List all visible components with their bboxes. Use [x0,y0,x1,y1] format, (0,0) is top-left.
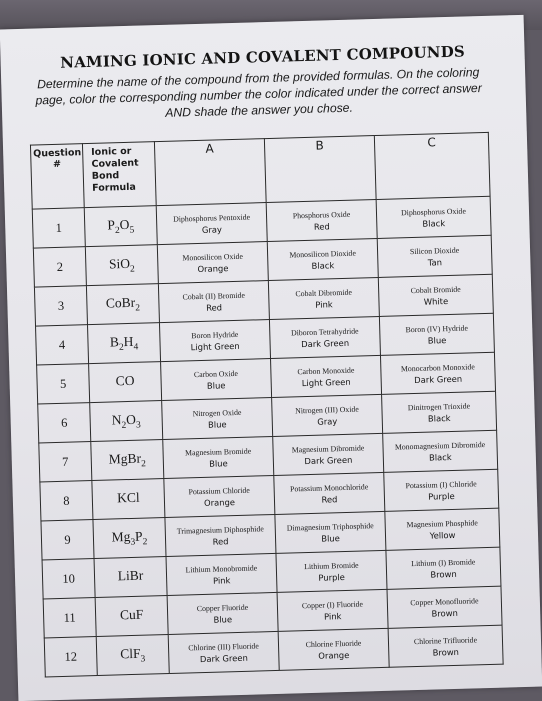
answer-color-label: Orange [167,496,272,509]
answer-color-label: Pink [280,609,385,622]
answer-color-label: Blue [170,612,275,625]
formula-element: LiBr [118,567,144,583]
answer-compound-name: Carbon Monoxide [273,365,378,378]
formula-subscript: 2 [141,459,146,469]
answer-choice-a[interactable] [164,475,275,517]
answer-color-label: Black [379,216,488,229]
worksheet-page [0,15,542,701]
answer-color-label: Light Green [163,340,268,353]
answer-color-label: Orange [281,648,386,661]
answer-compound-name: Chlorine (III) Fluoride [171,640,276,653]
answer-color-label: Black [386,450,495,463]
answer-choice-a[interactable] [167,592,278,634]
formula-subscript: 2 [115,226,120,236]
answer-choice-a[interactable] [165,514,276,556]
answer-choice-b[interactable] [276,550,387,592]
answer-choice-c[interactable] [380,352,495,394]
answer-color-label: Red [277,492,382,505]
formula-element: P [107,217,115,232]
answer-color-label: Purple [279,570,384,583]
answer-choice-b[interactable] [267,238,378,280]
formula-subscript: 3 [130,537,135,547]
answer-compound-name: Monosilicon Dioxide [270,248,375,261]
answer-color-label: Light Green [274,376,379,389]
formula-element: Mg [111,529,130,545]
answer-color-label: Gray [159,223,264,236]
formula-element: P [135,528,143,543]
answer-choice-a[interactable] [159,320,270,362]
answer-compound-name: Diboron Tetrahydride [272,326,377,339]
answer-compound-name: Lithium Bromide [279,559,384,572]
answer-choice-c[interactable] [382,391,497,433]
formula-element: N [111,412,121,427]
answer-color-label: Tan [380,255,489,268]
answer-compound-name: Monomagnesium Dibromide [385,439,494,452]
formula-element: B [110,334,119,349]
answer-color-label: Dark Green [272,337,377,350]
answer-compound-name: Dinitrogen Trioxide [384,400,493,413]
answer-color-label: Dark Green [171,651,276,664]
answer-compound-name: Diphosphorus Oxide [379,205,488,218]
answer-choice-a[interactable] [161,359,272,401]
question-number: 12 [44,636,97,676]
question-number: 1 [32,208,85,248]
answer-color-label: Blue [164,379,269,392]
answer-compound-name: Monocarbon Monoxide [383,361,492,374]
question-number: 5 [37,364,90,404]
answer-color-label: Orange [160,262,265,275]
answer-compound-name: Cobalt Bromide [381,283,490,296]
header-choice-c: C [374,132,490,199]
answer-choice-c[interactable] [388,625,503,667]
formula-subscript: 5 [129,225,134,235]
answer-choice-a[interactable] [168,631,279,673]
formula-element: CuF [120,606,144,622]
answer-color-label: Pink [271,298,376,311]
formula-subscript: 3 [140,654,145,664]
answer-color-label: Red [161,301,266,314]
formula-subscript: 4 [133,342,138,352]
answer-choice-b[interactable] [272,394,383,436]
answer-choice-c[interactable] [376,196,491,238]
answer-compound-name: Copper Monofluoride [390,595,499,608]
answer-compound-name: Magnesium Bromide [165,446,270,459]
formula-element: CO [115,372,134,388]
compound-formula [87,323,160,364]
question-number: 8 [40,481,93,521]
answer-choice-c[interactable] [385,508,500,550]
formula-element: KCl [117,489,140,505]
header-question: Question # [30,144,84,209]
compound-formula [86,284,159,325]
answer-choice-a[interactable] [163,436,274,478]
question-number: 6 [38,403,91,443]
answer-color-label: Pink [169,573,274,586]
formula-element: CoBr [106,294,136,310]
formula-element: ClF [120,645,141,661]
answer-choice-b[interactable] [268,277,379,319]
formula-subscript: 2 [135,303,140,313]
header-choice-b: B [264,136,376,203]
answer-color-label: Blue [382,333,491,346]
answer-compound-name: Chlorine Fluoride [281,637,386,650]
answer-color-label: Brown [390,606,499,619]
answer-choice-b[interactable] [273,433,384,475]
answer-compound-name: Lithium Monobromide [169,563,274,576]
answer-color-label: Brown [391,645,500,658]
answer-compound-name: Potassium Monochloride [277,481,382,494]
answer-choice-a[interactable] [162,397,273,439]
compound-formula [84,206,157,247]
formula-element: O [126,411,136,426]
answer-choice-a[interactable] [158,281,269,323]
compound-formula [92,479,165,520]
answer-compound-name: Magnesium Dibromide [275,442,380,455]
answer-color-label: Blue [278,531,383,544]
answer-compound-name: Copper (I) Fluoride [280,598,385,611]
answer-compound-name: Nitrogen (III) Oxide [274,403,379,416]
answer-color-label: Purple [387,489,496,502]
answer-choice-b[interactable] [278,628,389,670]
answer-color-label: Black [385,411,494,424]
formula-element: O [119,217,129,232]
question-number: 10 [42,559,95,599]
compound-table [30,132,504,678]
answer-color-label: Blue [166,457,271,470]
formula-subscript: 2 [143,537,148,547]
answer-choice-c[interactable] [384,469,499,511]
question-number: 2 [33,247,86,287]
answer-compound-name: Phosphorus Oxide [269,209,374,222]
answer-choice-c[interactable] [387,586,502,628]
answer-choice-b[interactable] [269,316,380,358]
compound-formula [89,362,162,403]
answer-compound-name: Dimagnesium Triphosphide [278,520,383,533]
compound-formula [90,401,163,442]
answer-compound-name: Chlorine Trifluoride [391,634,500,647]
worksheet-title: NAMING IONIC AND COVALENT COMPOUNDS [0,41,524,74]
answer-color-label: Red [269,220,374,233]
formula-element: MgBr [109,450,142,466]
compound-formula [85,245,158,286]
answer-compound-name: Boron Hydride [162,329,267,342]
answer-compound-name: Potassium (I) Chloride [386,478,495,491]
compound-formula [95,595,168,636]
answer-compound-name: Nitrogen Oxide [164,407,269,420]
answer-color-label: White [381,294,490,307]
answer-color-label: Red [168,535,273,548]
answer-compound-name: Trimagnesium Diphosphide [168,524,273,537]
question-number: 9 [41,520,94,560]
answer-choice-b[interactable] [275,511,386,553]
formula-subscript: 2 [130,264,135,274]
answer-choice-c[interactable] [378,274,493,316]
answer-compound-name: Boron (IV) Hydride [382,322,491,335]
answer-compound-name: Silicon Dioxide [380,244,489,257]
formula-subscript: 3 [136,420,141,430]
answer-choice-a[interactable] [156,203,267,245]
formula-subscript: 2 [121,420,126,430]
answer-compound-name: Cobalt (II) Bromide [161,290,266,303]
answer-compound-name: Potassium Chloride [167,485,272,498]
answer-compound-name: Magnesium Phosphide [388,517,497,530]
answer-color-label: Blue [165,418,270,431]
answer-compound-name: Diphosphorus Pentoxide [159,212,264,225]
table-body [32,196,503,677]
question-number: 11 [43,598,96,638]
compound-formula [96,634,169,675]
header-formula: Ionic or Covalent Bond Formula [82,142,156,208]
answer-choice-b[interactable] [277,589,388,631]
answer-choice-c[interactable] [379,313,494,355]
question-number: 7 [39,442,92,482]
answer-choice-b[interactable] [274,472,385,514]
answer-color-label: Yellow [388,528,497,541]
answer-choice-c[interactable] [383,430,498,472]
answer-compound-name: Carbon Oxide [163,368,268,381]
answer-choice-a[interactable] [157,242,268,284]
compound-table-wrapper [30,132,504,678]
answer-compound-name: Copper Fluoride [170,601,275,614]
formula-element: SiO [109,256,130,272]
answer-color-label: Gray [275,414,380,427]
answer-compound-name: Cobalt Dibromide [271,287,376,300]
answer-choice-c[interactable] [386,547,501,589]
question-number: 4 [36,325,89,365]
answer-color-label: Dark Green [276,453,381,466]
compound-formula [93,518,166,559]
answer-compound-name: Lithium (I) Bromide [389,556,498,569]
answer-choice-a[interactable] [166,553,277,595]
question-number: 3 [34,286,87,326]
formula-subscript: 2 [119,342,124,352]
compound-formula [94,557,167,598]
answer-color-label: Brown [389,567,498,580]
answer-compound-name: Monosilicon Oxide [160,251,265,264]
answer-choice-b[interactable] [266,200,377,242]
worksheet-instructions: Determine the name of the compound from the provided formulas. On the coloring page, color the corresponding number the color indicated under the correct answer AND shade the answer you chose. [23,64,494,125]
header-choice-a: A [154,139,266,206]
compound-formula [91,440,164,481]
answer-choice-b[interactable] [271,355,382,397]
answer-color-label: Dark Green [384,372,493,385]
answer-choice-c[interactable] [377,235,492,277]
formula-element: H [123,333,133,348]
answer-color-label: Black [270,259,375,272]
